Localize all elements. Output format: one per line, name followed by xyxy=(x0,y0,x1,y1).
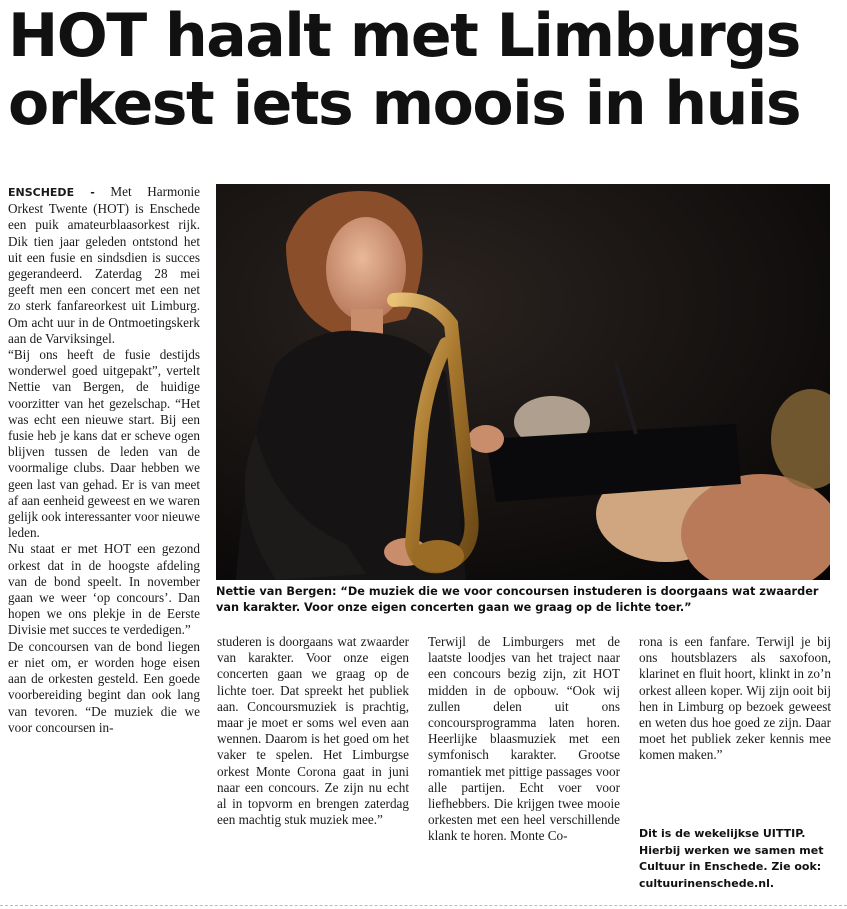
headline: HOT haalt met Limburgs orkest iets moois in huis xyxy=(8,1,801,139)
article-column-4 xyxy=(639,634,831,814)
photo-caption: Nettie van Bergen: “De muziek die we voor concoursen instuderen is doorgaans wat zwaarder van karakter. Voor onze eigen concerten gaan we graag op de lichte toer.” xyxy=(216,585,819,614)
photo-illustration xyxy=(216,184,830,580)
uittip-note: Dit is de wekelijkse UITTIP. Hierbij werken we samen met Cultuur in Enschede. Zie ook: cultuurinenschede.nl. xyxy=(639,827,824,890)
paragraph: De concoursen van de bond liegen er niet om, er worden hoge eisen aan de orkesten gesteld. Een goede voorbereiding begint dan ook lang van tevoren. “De muziek die we voor concoursen in- xyxy=(8,638,200,735)
dateline: ENSCHEDE - xyxy=(8,186,95,199)
article-column-1 xyxy=(8,184,200,904)
photo-saxophonist xyxy=(216,184,830,580)
paragraph: Nu staat er met HOT een gezond orkest dat in de hoogste afdeling van de bond speelt. In november gaan we weer ‘op concours’. Dan hopen we ons plekje in de Eerste Divisie met succes te verdedigen.” xyxy=(8,541,200,638)
paragraph: Terwijl de Limburgers met de laatste loodjes van het traject naar een concours bezig zijn, zit HOT midden in de opbouw. “Ook wij zullen delen uit ons concoursprogramma laten horen. Heerlijke blaasmuziek met een symfonisch karakter. Grootse romantiek met pittige passages voor alle partijen. Echt voer voor liefhebbers. Die krijgen twee mooie orkesten met een heel verschillende klank te horen. Monte Co- xyxy=(428,634,620,844)
paragraph: studeren is doorgaans wat zwaarder van karakter. Voor onze eigen concerten gaan we graag op de lichte toer. Dat spreekt het publiek aan. Concoursmuziek is prachtig, maar je moet er soms wel even aan wennen. Daarom is het goed om het vaker te spelen. Het Limburgse orkest Monte Corona gaat in juni naar een concours. Ze zijn nu echt al in topvorm en brengen zaterdag een machtig stuk muziek mee.” xyxy=(217,634,409,828)
intro-text: Met Harmonie Orkest Twente (HOT) is Enschede een puik amateurblaasorkest rijk. Dik tien jaar geleden ontstond het uit een fusie en sindsdien is succes gegerandeerd. Zaterdag 28 mei geeft men een concert met een net zo sterk fanfareorkest uit Limburg. Om acht uur in de Ontmoetingskerk aan de Varviksingel. xyxy=(8,184,200,346)
bottom-rule xyxy=(0,905,847,907)
article-column-2 xyxy=(217,634,409,904)
paragraph: “Bij ons heeft de fusie destijds wonderwel goed uitgepakt”, vertelt Nettie van Bergen, de huidige voorzitter van het gezelschap. “Het was echt een nieuwe start. Bij een fusie heb je kans dat er scheve ogen blijven tussen de leden van de voormalige clubs. Daar hebben we geen last van gehad. Er is van meet af aan eenheid geweest en we waren gelijk ook interessanter voor nieuwe leden. xyxy=(8,347,200,541)
paragraph: rona is een fanfare. Terwijl je bij ons houtsblazers als saxofoon, klarinet en fluit hoort, klinkt in zo’n orkest alleen koper. Wij zijn ooit bij hen in Limburg op bezoek geweest en weten dus hoe goed ze zijn. Daar moet het publiek zeker kennis mee komen maken.” xyxy=(639,634,831,763)
article-column-3 xyxy=(428,634,620,904)
paragraph-intro xyxy=(8,184,200,347)
